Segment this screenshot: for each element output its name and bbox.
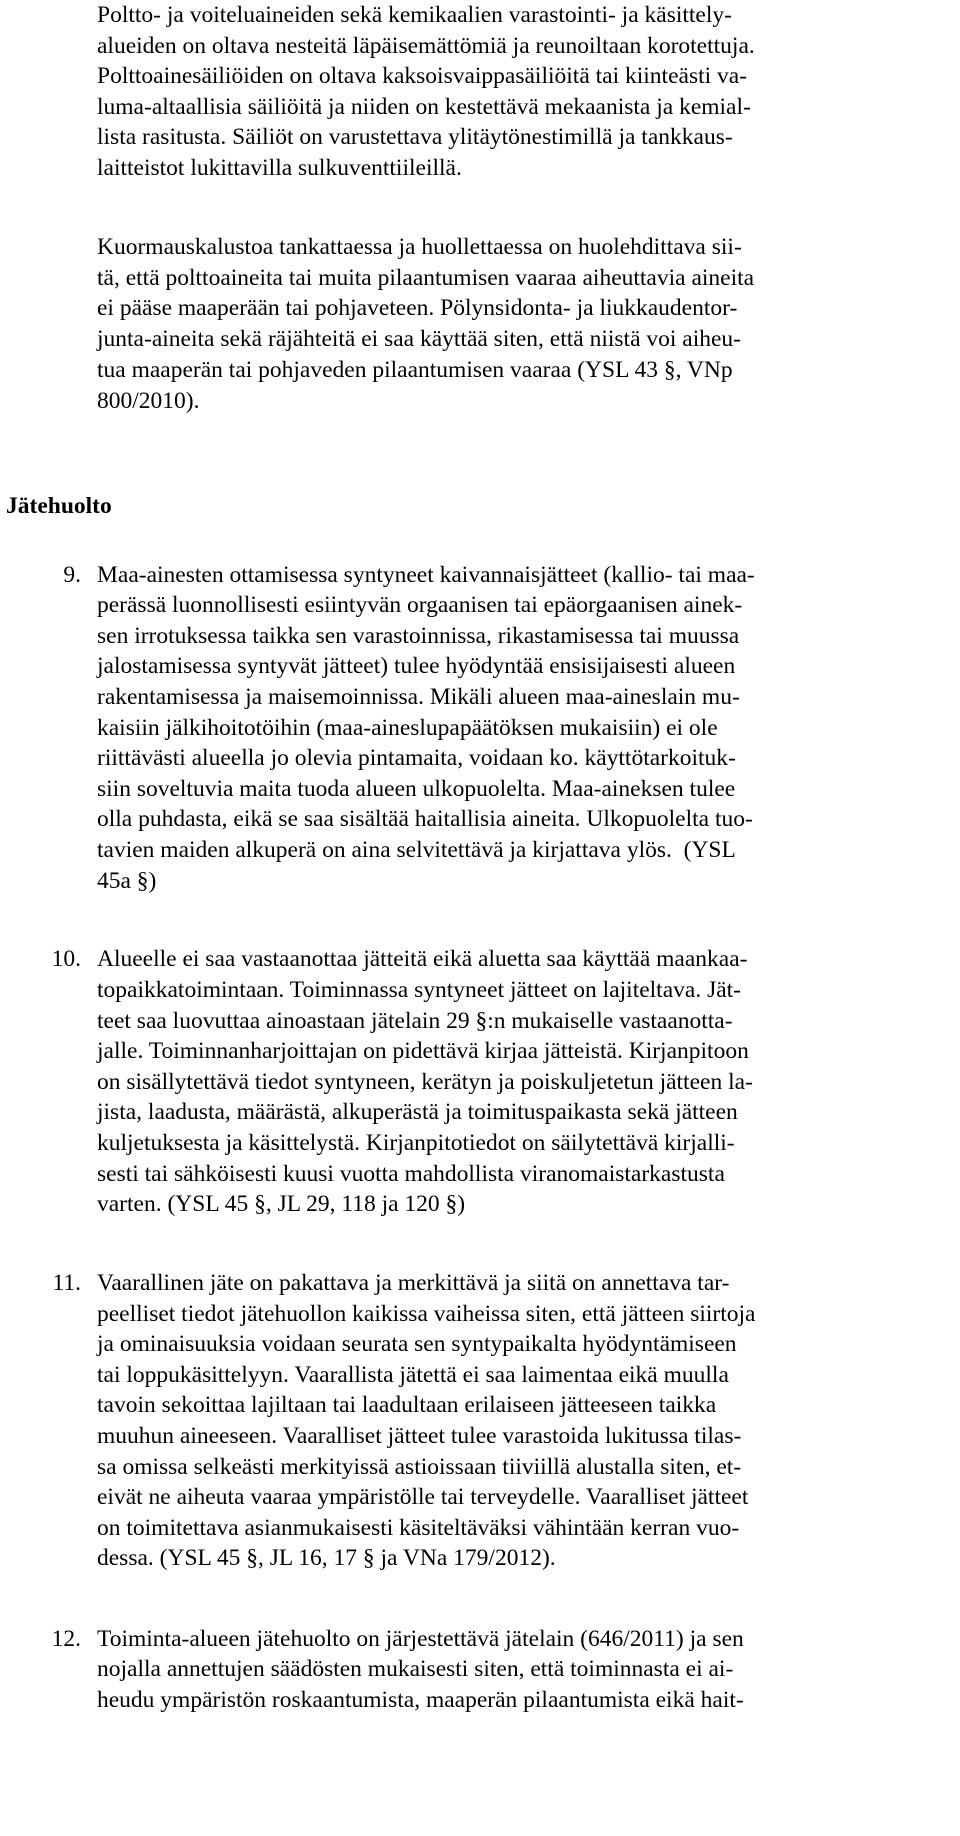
- item-number: 9.: [63, 562, 81, 588]
- paragraph-line: tua maaperän tai pohjaveden pilaantumisen vaaraa (YSL 43 §, VNp: [97, 357, 733, 383]
- item-number: 10.: [51, 946, 81, 972]
- item-line: tavoin sekoittaa lajiltaan tai laadultaan erilaiseen jätteeseen taikka: [97, 1392, 717, 1418]
- paragraph-line: Polttoainesäiliöiden on oltava kaksoisvaippasäiliöitä tai kiinteästi va-: [97, 63, 748, 89]
- item-line: kaisiin jälkihoitotöihin (maa-aineslupapäätöksen mukaisiin) ei ole: [97, 715, 718, 741]
- item-number: 11.: [52, 1270, 81, 1296]
- paragraph-line: ei pääse maaperään tai pohjaveteen. Pölynsidonta- ja liukkaudentor-: [97, 295, 738, 321]
- item-line: olla puhdasta, eikä se saa sisältää haitallisia aineita. Ulkopuolelta tuo-: [97, 806, 753, 832]
- paragraph-line: junta-aineita sekä räjähteitä ei saa käyttää siten, että niistä voi aiheu-: [97, 326, 742, 352]
- section-heading: Jätehuolto: [6, 493, 112, 519]
- item-line: eivät ne aiheuta vaaraa ympäristölle tai terveydelle. Vaaralliset jätteet: [97, 1484, 749, 1510]
- item-line: topaikkatoimintaan. Toiminnassa syntyneet jätteet on lajiteltava. Jät-: [97, 977, 742, 1003]
- item-line: jalostamisessa syntyvät jätteet) tulee hyödyntää ensisijaisesti alueen: [97, 653, 736, 679]
- item-line: 45a §): [97, 868, 157, 894]
- item-line: dessa. (YSL 45 §, JL 16, 17 § ja VNa 179/2012).: [97, 1545, 556, 1571]
- item-line: Alueelle ei saa vastaanottaa jätteitä eikä aluetta saa käyttää maankaa-: [97, 946, 748, 972]
- item-line: jalle. Toiminnanharjoittajan on pidettävä kirjaa jätteistä. Kirjanpitoon: [97, 1038, 749, 1064]
- paragraph-line: laitteistot lukittavilla sulkuventtiileillä.: [97, 155, 462, 181]
- item-line: sen irrotuksessa taikka sen varastoinnissa, rikastamisessa tai muussa: [97, 623, 740, 649]
- item-line: on toimitettava asianmukaisesti käsiteltäväksi vähintään kerran vuo-: [97, 1515, 740, 1541]
- item-number: 12.: [51, 1626, 81, 1652]
- item-line: riittävästi alueella jo olevia pintamaita, voidaan ko. käyttötarkoituk-: [97, 745, 736, 771]
- item-line: varten. (YSL 45 §, JL 29, 118 ja 120 §): [97, 1191, 466, 1217]
- item-line: sa omissa selkeästi merkityissä astioissaan tiiviillä alustalla siten, et-: [97, 1454, 742, 1480]
- item-line: perässä luonnollisesti esiintyvän orgaanisen tai epäorgaanisen ainek-: [97, 592, 743, 618]
- paragraph-line: lista rasitusta. Säiliöt on varustettava ylitäytönestimillä ja tankkaus-: [97, 124, 733, 150]
- paragraph-line: 800/2010).: [97, 388, 200, 414]
- item-line: Vaarallinen jäte on pakattava ja merkittävä ja siitä on annettava tar-: [97, 1270, 730, 1296]
- item-line: muuhun aineeseen. Vaaralliset jätteet tulee varastoida lukitussa tilas-: [97, 1423, 742, 1449]
- item-line: ja ominaisuuksia voidaan seurata sen syntypaikalta hyödyntämiseen: [97, 1331, 737, 1357]
- paragraph-line: tä, että polttoaineita tai muita pilaantumisen vaaraa aiheuttavia aineita: [97, 265, 755, 291]
- item-line: jista, laadusta, määrästä, alkuperästä ja toimituspaikasta sekä jätteen: [97, 1099, 738, 1125]
- item-line: Toiminta-alueen jätehuolto on järjestettävä jätelain (646/2011) ja sen: [97, 1626, 744, 1652]
- item-line: on sisällytettävä tiedot syntyneen, kerätyn ja poiskuljetetun jätteen la-: [97, 1069, 753, 1095]
- item-line: siin soveltuvia maita tuoda alueen ulkopuolelta. Maa-aineksen tulee: [97, 776, 736, 802]
- item-line: tai loppukäsittelyyn. Vaarallista jätettä ei saa laimentaa eikä muulla: [97, 1362, 729, 1388]
- paragraph-line: Kuormauskalustoa tankattaessa ja huollettaessa on huolehdittava sii-: [97, 234, 742, 260]
- item-line: kuljetuksesta ja käsittelystä. Kirjanpitotiedot on säilytettävä kirjalli-: [97, 1130, 735, 1156]
- item-line: heudu ympäristön roskaantumista, maaperän pilaantumista eikä hait-: [97, 1687, 744, 1713]
- item-line: rakentamisessa ja maisemoinnissa. Mikäli alueen maa-aineslain mu-: [97, 684, 740, 710]
- item-line: teet saa luovuttaa ainoastaan jätelain 29 §:n mukaiselle vastaanotta-: [97, 1008, 733, 1034]
- item-line: Maa-ainesten ottamisessa syntyneet kaivannaisjätteet (kallio- tai maa-: [97, 562, 755, 588]
- paragraph-line: alueiden on oltava nesteitä läpäisemättömiä ja reunoiltaan korotettuja.: [97, 33, 755, 59]
- paragraph-line: luma-altaallisia säiliöitä ja niiden on kestettävä mekaanista ja kemial-: [97, 94, 751, 120]
- item-line: tavien maiden alkuperä on aina selvitettävä ja kirjattava ylös. (YSL: [97, 837, 736, 863]
- item-line: sesti tai sähköisesti kuusi vuotta mahdollista viranomaistarkastusta: [97, 1161, 725, 1187]
- item-line: peelliset tiedot jätehuollon kaikissa vaiheissa siten, että jätteen siirtoja: [97, 1301, 756, 1327]
- paragraph-line: Poltto- ja voiteluaineiden sekä kemikaalien varastointi- ja käsittely-: [97, 2, 732, 28]
- item-line: nojalla annettujen säädösten mukaisesti siten, että toiminnasta ei ai-: [97, 1656, 734, 1682]
